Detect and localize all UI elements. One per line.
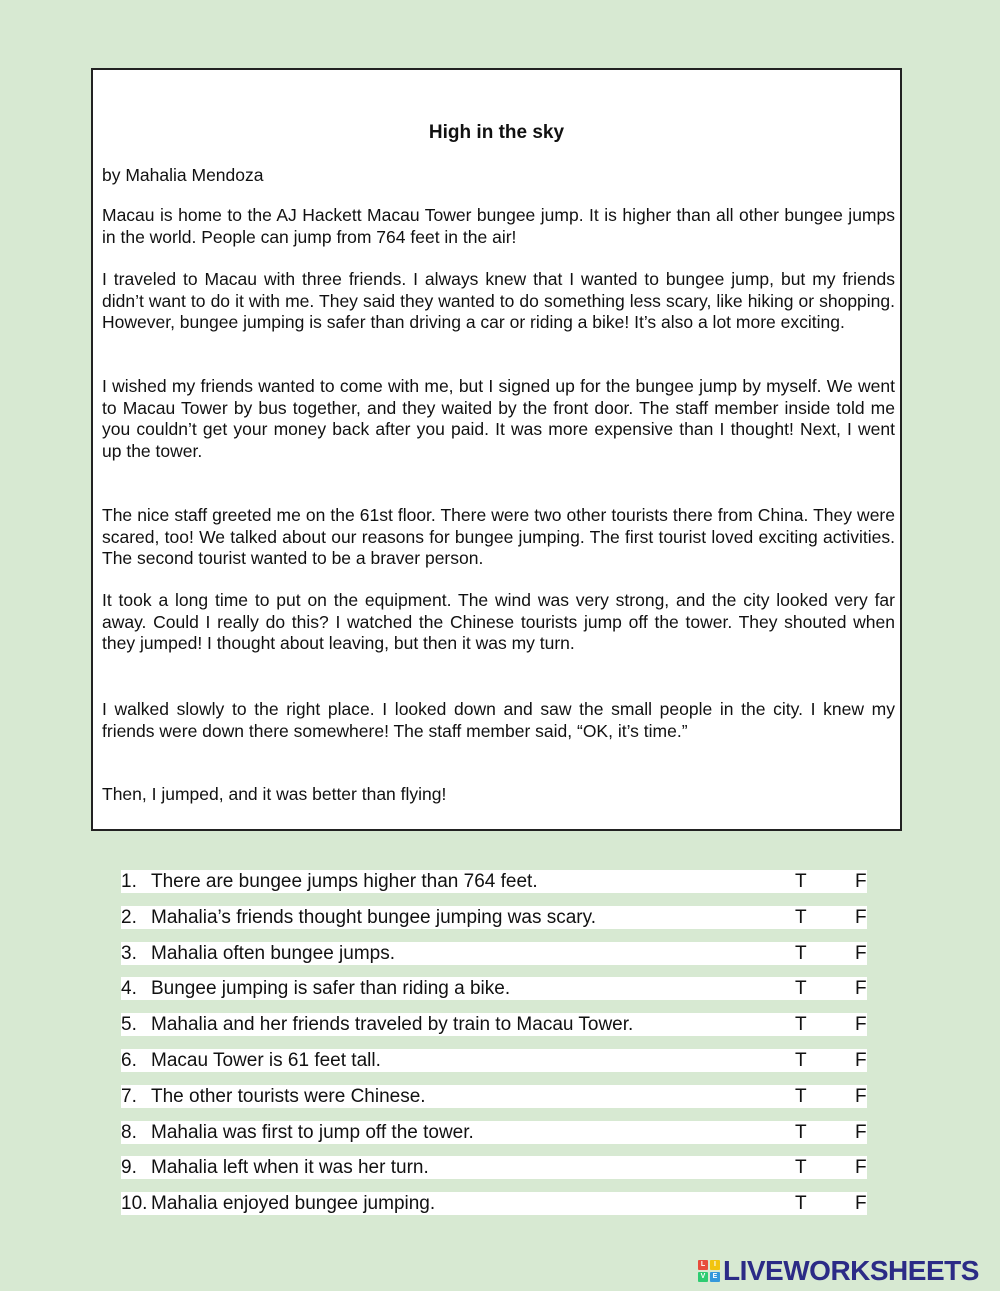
- false-option[interactable]: F: [855, 1049, 867, 1071]
- question-row: [121, 870, 867, 893]
- true-option[interactable]: T: [795, 978, 807, 1000]
- question-row: [121, 1192, 867, 1215]
- question-text: Mahalia often bungee jumps.: [151, 942, 395, 964]
- true-option[interactable]: T: [795, 1049, 807, 1071]
- story-paragraph-3: I wished my friends wanted to come with me, but I signed up for the bungee jump by myself. We went to Macau Tower by bus together, and they waited by the front door. The staff member inside told me you couldn’t get your money back after you paid. It was more expensive than I thought! Next, I went up the tower.: [102, 376, 895, 462]
- question-number: 6.: [121, 1049, 137, 1071]
- true-option[interactable]: T: [795, 1193, 807, 1215]
- true-option[interactable]: T: [795, 1014, 807, 1036]
- true-option[interactable]: T: [795, 1121, 807, 1143]
- false-option[interactable]: F: [855, 871, 867, 892]
- logo-tile: V: [698, 1272, 708, 1282]
- false-option[interactable]: F: [855, 1157, 867, 1179]
- question-row: [121, 1049, 867, 1072]
- true-option[interactable]: T: [795, 942, 807, 964]
- question-text: Mahalia was first to jump off the tower.: [151, 1121, 474, 1143]
- true-option[interactable]: T: [795, 871, 807, 892]
- story-box: [91, 68, 902, 831]
- logo-tile: I: [710, 1260, 720, 1270]
- liveworksheets-logo-icon: [698, 1260, 720, 1282]
- question-row: [121, 906, 867, 929]
- logo-tile: E: [710, 1272, 720, 1282]
- question-text: Mahalia enjoyed bungee jumping.: [151, 1193, 436, 1215]
- true-option[interactable]: T: [795, 1085, 807, 1107]
- question-row: [121, 1156, 867, 1179]
- story-paragraph-1: Macau is home to the AJ Hackett Macau Tower bungee jump. It is higher than all other bungee jumps in the world. People can jump from 764 feet in the air!: [102, 205, 895, 247]
- story-paragraph-4: The nice staff greeted me on the 61st floor. There were two other tourists there from China. They were scared, too! We talked about our reasons for bungee jumping. The first tourist loved exciting activities. The second tourist wanted to be a braver person.: [102, 505, 895, 569]
- question-number: 10.: [121, 1193, 148, 1215]
- true-option[interactable]: T: [795, 906, 807, 928]
- question-number: 3.: [121, 942, 137, 964]
- question-number: 5.: [121, 1014, 137, 1036]
- story-title: High in the sky: [428, 122, 565, 143]
- question-text: There are bungee jumps higher than 764 feet.: [151, 871, 538, 892]
- question-number: 4.: [121, 978, 137, 1000]
- question-text: Mahalia and her friends traveled by train to Macau Tower.: [151, 1014, 634, 1036]
- false-option[interactable]: F: [855, 1193, 867, 1215]
- question-number: 9.: [121, 1157, 137, 1179]
- questions-list: [121, 870, 867, 1228]
- question-text: Mahalia left when it was her turn.: [151, 1157, 429, 1179]
- brand: [698, 1256, 979, 1286]
- question-number: 1.: [121, 871, 137, 892]
- question-row: [121, 1013, 867, 1036]
- question-number: 7.: [121, 1085, 137, 1107]
- question-row: [121, 1121, 867, 1144]
- question-text: Macau Tower is 61 feet tall.: [151, 1049, 381, 1071]
- story-paragraph-5: It took a long time to put on the equipment. The wind was very strong, and the city looked very far away. Could I really do this? I watched the Chinese tourists jump off the tower. They shouted when they jumped! I thought about leaving, but then it was my turn.: [102, 590, 895, 654]
- question-number: 2.: [121, 906, 137, 928]
- false-option[interactable]: F: [855, 942, 867, 964]
- logo-tile: L: [698, 1260, 708, 1270]
- false-option[interactable]: F: [855, 1014, 867, 1036]
- brand-text: LIVEWORKSHEETS: [723, 1255, 979, 1286]
- false-option[interactable]: F: [855, 906, 867, 928]
- true-option[interactable]: T: [795, 1157, 807, 1179]
- question-text: Bungee jumping is safer than riding a bike.: [151, 978, 511, 1000]
- false-option[interactable]: F: [855, 978, 867, 1000]
- question-number: 8.: [121, 1121, 137, 1143]
- story-paragraph-6: I walked slowly to the right place. I looked down and saw the small people in the city. I knew my friends were down there somewhere! The staff member said, “OK, it’s time.”: [102, 699, 895, 741]
- false-option[interactable]: F: [855, 1121, 867, 1143]
- question-row: [121, 977, 867, 1000]
- story-author: by Mahalia Mendoza: [102, 165, 264, 185]
- story-paragraph-7: Then, I jumped, and it was better than flying!: [102, 784, 447, 804]
- question-text: Mahalia’s friends thought bungee jumping was scary.: [151, 906, 596, 928]
- question-text: The other tourists were Chinese.: [151, 1085, 426, 1107]
- story-paragraph-2: I traveled to Macau with three friends. I always knew that I wanted to bungee jump, but my friends didn’t want to do it with me. They said they wanted to do something less scary, like hiking or shopping. However, bungee jumping is safer than driving a car or riding a bike! It’s also a lot more exciting.: [102, 269, 895, 333]
- false-option[interactable]: F: [855, 1085, 867, 1107]
- question-row: [121, 942, 867, 965]
- question-row: [121, 1085, 867, 1108]
